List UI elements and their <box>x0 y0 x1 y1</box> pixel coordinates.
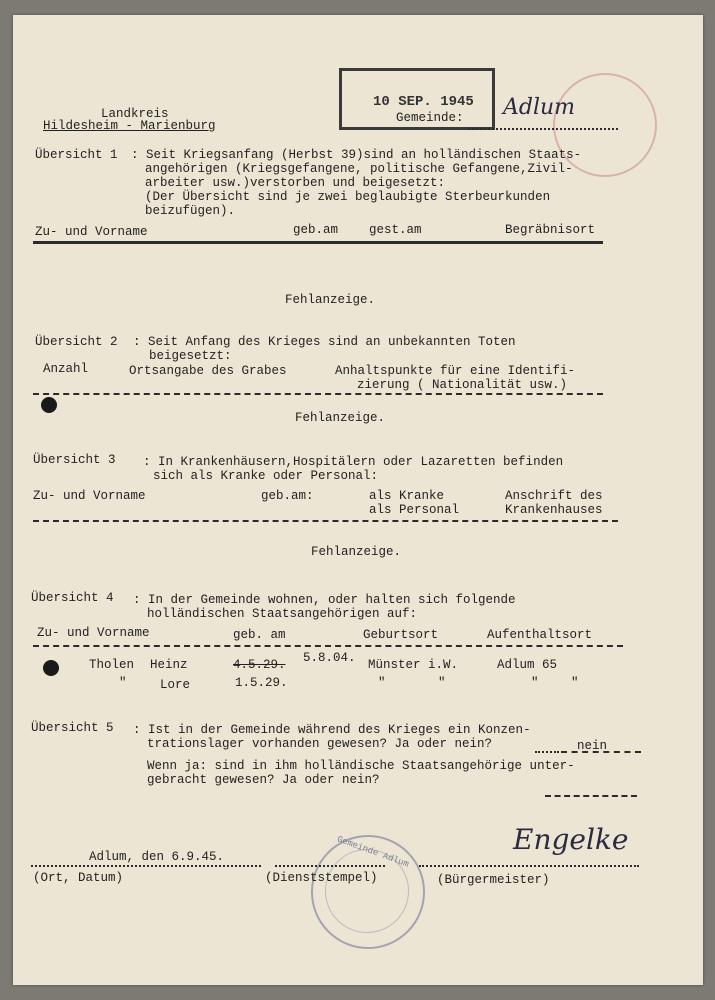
s5-answer2-line <box>545 795 637 797</box>
s2-col-ident-1: Anhaltspunkte für eine Identifi- <box>335 364 576 378</box>
section5-text-1: : Ist in der Gemeinde während des Krieges ein Konzen- <box>133 723 531 737</box>
place-date-dots <box>31 865 261 867</box>
s1-col-burial: Begräbnisort <box>505 223 596 237</box>
section5-text-2: trationslager vorhanden gewesen? Ja oder nein? <box>147 737 493 751</box>
s1-col-died: gest.am <box>369 223 422 237</box>
section1-text-4: (Der Übersicht sind je zwei beglaubigte Sterbeurkunden <box>145 190 551 204</box>
s4-row2-first: Lore <box>160 678 191 692</box>
s4-col-birthplace: Geburtsort <box>363 628 439 642</box>
district-line2: Hildesheim - Marienburg <box>43 119 216 133</box>
gemeinde-dotted-line <box>468 128 618 130</box>
s5-answer-dots <box>535 751 559 753</box>
s3-col-address-2: Krankenhauses <box>505 503 603 517</box>
s4-row1-dob-struck: 4.5.29. <box>233 658 286 672</box>
s3-col-patient: als Kranke <box>369 489 445 503</box>
punch-hole-icon <box>43 660 59 676</box>
s3-col-name: Zu- und Vorname <box>33 489 146 503</box>
s4-row2-surname: " <box>119 676 127 690</box>
section4-text-1: : In der Gemeinde wohnen, oder halten sich folgende <box>133 593 516 607</box>
s3-col-staff: als Personal <box>369 503 460 517</box>
s5-answer-line <box>561 751 641 753</box>
section5-text-3: Wenn ja: sind in ihm holländische Staatsangehörige unter- <box>147 759 575 773</box>
stamp-label: (Dienststempel) <box>265 871 378 885</box>
s1-col-name: Zu- und Vorname <box>35 225 148 239</box>
section3-text-2: sich als Kranke oder Personal: <box>153 469 379 483</box>
section5-text-4: gebracht gewesen? Ja oder nein? <box>147 773 380 787</box>
s1-col-born: geb.am <box>293 223 339 237</box>
s4-row1-first: Heinz <box>150 658 188 672</box>
s4-row2-dob: 1.5.29. <box>235 676 288 690</box>
section1-text-3: arbeiter usw.)verstorben und beigesetzt: <box>145 176 446 190</box>
document-page <box>13 15 703 985</box>
s4-row2-residence-1: " <box>531 676 539 690</box>
date-stamp-text: 10 SEP. 1945 <box>373 94 474 110</box>
s2-col-count: Anzahl <box>43 362 89 376</box>
section2-label: Übersicht 2 <box>35 335 118 349</box>
s4-col-born: geb. am <box>233 628 286 642</box>
section4-text-2: holländischen Staatsangehörigen auf: <box>147 607 418 621</box>
s4-row1-birthplace: Münster i.W. <box>368 658 459 672</box>
section1-label: Übersicht 1 <box>35 148 118 162</box>
s2-result: Fehlanzeige. <box>295 411 386 425</box>
stamp-dots <box>275 865 385 867</box>
mayor-signature: Engelke <box>513 823 629 856</box>
s4-row1-surname: Tholen <box>89 658 135 672</box>
s3-col-born: geb.am: <box>261 489 314 503</box>
section1-text-5: beizufügen). <box>145 204 236 218</box>
s5-answer: nein <box>577 739 608 753</box>
place-date-label: (Ort, Datum) <box>33 871 124 885</box>
mayor-label: (Bürgermeister) <box>437 873 550 887</box>
section3-label: Übersicht 3 <box>33 453 116 467</box>
s3-result: Fehlanzeige. <box>311 545 402 559</box>
section4-label: Übersicht 4 <box>31 591 114 605</box>
section2-text-2: beigesetzt: <box>149 349 232 363</box>
punch-hole-icon <box>41 397 57 413</box>
section3-text-1: : In Krankenhäusern,Hospitälern oder Lazaretten befinden <box>143 455 564 469</box>
s4-rule <box>33 645 623 647</box>
s4-row1-residence: Adlum 65 <box>497 658 558 672</box>
s4-row2-birthplace-2: " <box>438 676 446 690</box>
section1-text-2: angehörigen (Kriegsgefangene, politische Gefangene,Zivil- <box>145 162 573 176</box>
gemeinde-value: Adlum <box>503 95 576 120</box>
section2-text-1: : Seit Anfang des Krieges sind an unbekannten Toten <box>133 335 516 349</box>
s2-rule <box>33 393 603 395</box>
place-date: Adlum, den 6.9.45. <box>89 850 225 864</box>
s4-col-name: Zu- und Vorname <box>37 626 150 640</box>
s3-col-address-1: Anschrift des <box>505 489 603 503</box>
s4-col-residence: Aufenthaltsort <box>487 628 593 642</box>
district-line1: Landkreis <box>101 107 169 121</box>
round-seal-text: Gemeinde Adlum <box>335 834 411 870</box>
s4-row2-residence-2: " <box>571 676 579 690</box>
section1-text-1: : Seit Kriegsanfang (Herbst 39)sind an holländischen Staats- <box>131 148 582 162</box>
gemeinde-label: Gemeinde: <box>396 111 464 125</box>
s2-col-ident-2: zierung ( Nationalität usw.) <box>357 378 568 392</box>
s1-result: Fehlanzeige. <box>285 293 376 307</box>
s4-row1-dob: 5.8.04. <box>303 651 356 665</box>
mayor-dots <box>419 865 639 867</box>
s1-rule <box>33 241 603 244</box>
section5-label: Übersicht 5 <box>31 721 114 735</box>
s2-col-grave: Ortsangabe des Grabes <box>129 364 287 378</box>
s4-row2-birthplace-1: " <box>378 676 386 690</box>
s3-rule <box>33 520 618 522</box>
